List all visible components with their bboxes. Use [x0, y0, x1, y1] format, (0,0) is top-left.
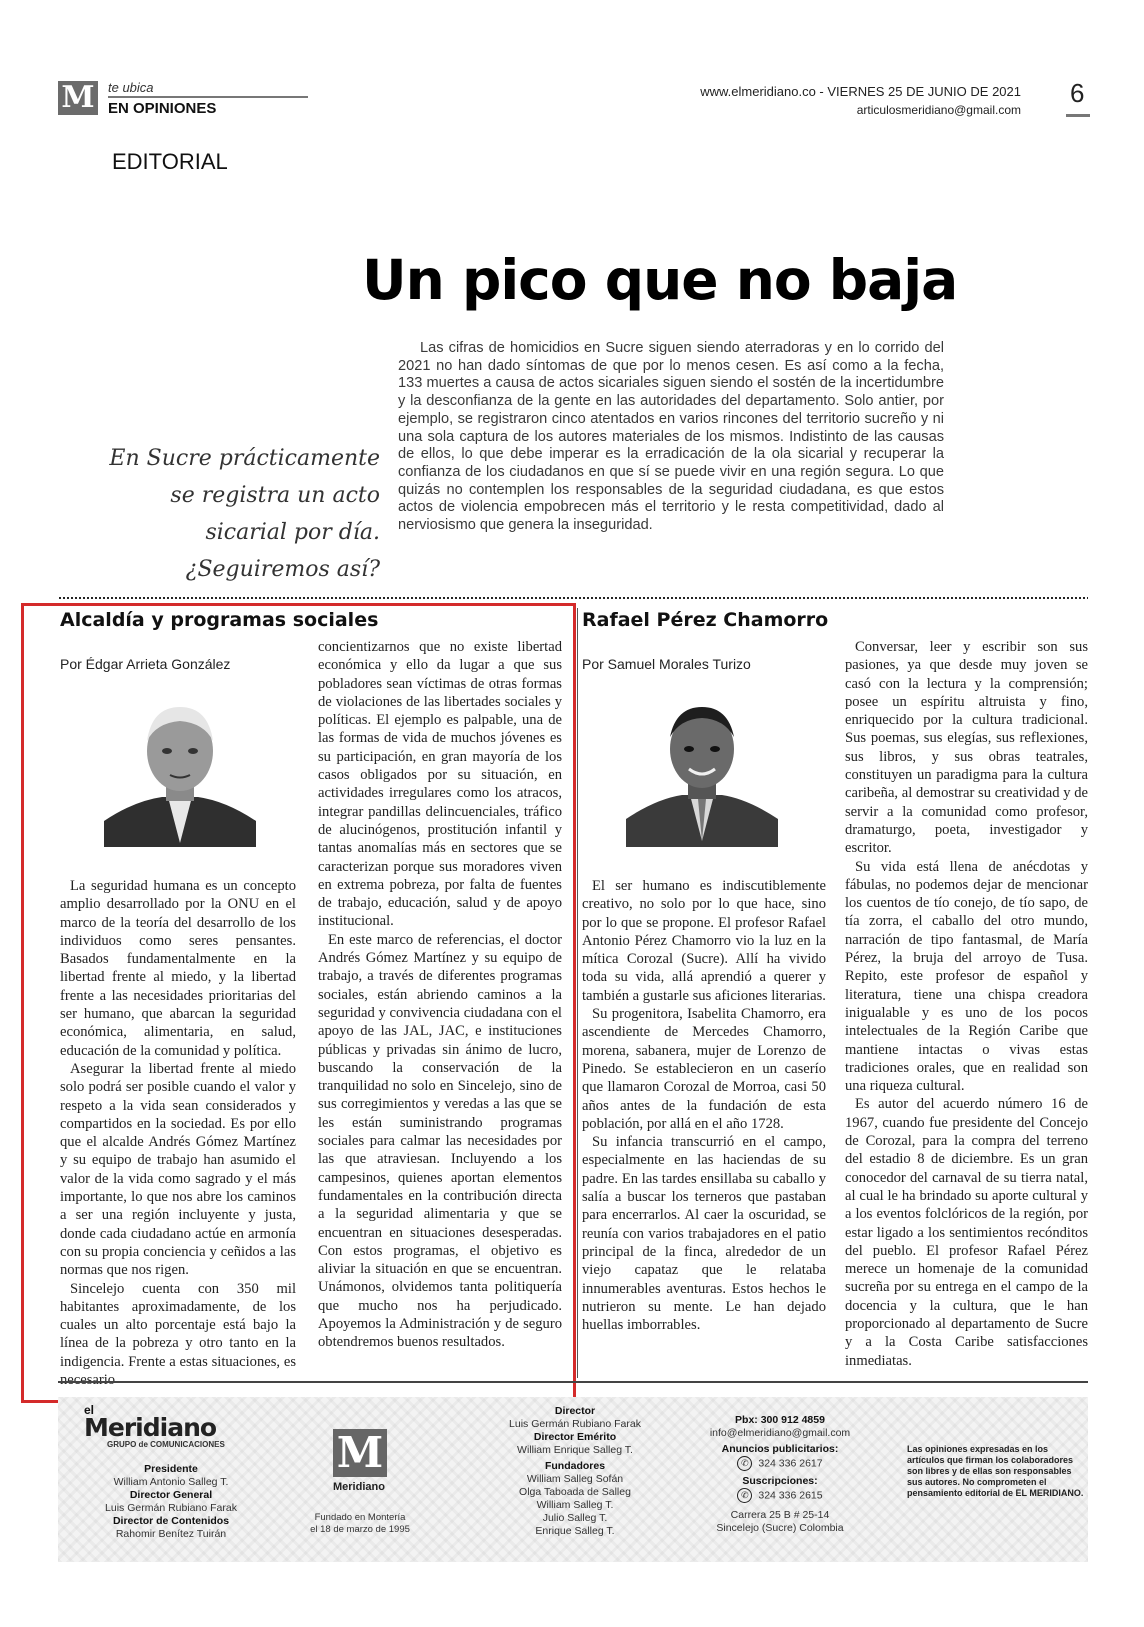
author-photo-arrieta [104, 693, 256, 847]
article1-title: Alcaldía y programas sociales [60, 609, 379, 631]
pullquote-line: ¿Seguiremos así? [185, 557, 380, 582]
address: Carrera 25 B # 25-14 [730, 1509, 830, 1521]
founder-name: Olga Taboada de Salleg [519, 1486, 631, 1498]
paragraph: En este marco de referencias, el doctor Andrés Gómez Martínez y su equipo de trabajo, a través de diferentes programas sociales, están abriendo caminos a la seguridad y convivencia ciudadana con el apoyo de las JAL, JAC, e instituciones públicas y privadas sin ánimo de lucro, buscando la conservación de la tranquilidad no solo en Sincelejo, sino de sus corregimientos y veredas a las que se les están suministrando programas sociales para calmar las necesidades por las que atraviesan. Incluyendo a los campesinos, quienes aportan elementos fundamentales en la contribución directa a la seguridad alimentaria y que se encuentran en situaciones desesperadas. Con estos programas, el objetivo es aliviar la situación en que se encuentran. Unámonos, olvidemos tanta politiquería que mucho nos ha perjudicado. Apoyemos la Administración y de seguro obtendremos buenos resultados. [318, 931, 562, 1351]
author-photo-morales [626, 693, 778, 847]
contact-label: Anuncios publicitarios: [721, 1443, 839, 1455]
paragraph: Asegurar la libertad frente al miedo solo podrá ser posible cuando el valor y respeto a la vida sean considerados y compartidos en la sociedad. Es por ello que el alcalde Andrés Gómez Martínez y su equipo de trabajo han asumido el valor de la vida como sagrado y el más importante, lo que nos abre los caminos a ser una región incluyente y justa, donde cada ciudadano actúe en armonía con su propia conciencia y ceñidos a las normas que nos rigen. [60, 1060, 296, 1279]
staff-name: Luis Germán Rubiano Farak [509, 1418, 641, 1430]
staff-name: Luis Germán Rubiano Farak [105, 1502, 237, 1514]
article2-byline: Por Samuel Morales Turizo [582, 656, 751, 672]
staff-block-center [490, 1405, 660, 1538]
contact-block [690, 1414, 870, 1535]
page-number-rule [1066, 114, 1090, 117]
staff-label: Director Emérito [533, 1431, 617, 1443]
brand-logo: Meridiano [84, 1413, 217, 1442]
site-date: www.elmeridiano.co - VIERNES 25 DE JUNIO DE 2021 [700, 84, 1021, 99]
editorial-headline: Un pico que no baja [362, 248, 958, 312]
staff-name: William Enrique Salleg T. [517, 1444, 633, 1456]
paragraph: Sincelejo cuenta con 350 mil habitantes aproximadamente, de los cuales un alto porcentaje está bajo la línea de la pobreza y otro tanto en la indigencia. Frente a estas situaciones, es [60, 1280, 296, 1370]
pbx-phone: Pbx: 300 912 4859 [735, 1414, 825, 1426]
contact-email: info@elmeridiano@gmail.com [709, 1427, 851, 1439]
staff-label: Director de Contenidos [112, 1515, 230, 1527]
paragraph: Su infancia transcurrió en el campo, especialmente en las haciendas de su padre. En las tardes ensillaba su caballo y salía a buscar los terneros que pastaban para encerrarlos. Al caer la oscuridad, se reunía con varios trabajadores en el patio principal de la finca, alrededor de un viejo capataz que le relataba innumerables aventuras. Estos hechos le nutrieron su mente. Le han dejado huellas imborrables. [582, 1134, 826, 1334]
header-info [700, 84, 1021, 117]
city: Sincelejo (Sucre) Colombia [716, 1522, 844, 1534]
column-divider [577, 608, 578, 1378]
pullquote-line: sicarial por día. [205, 520, 380, 545]
dotted-divider [58, 596, 1088, 600]
whatsapp-icon: ✆ [737, 1456, 752, 1471]
brand-prefix: el [84, 1403, 95, 1417]
disclaimer: Las opiniones expresadas en los artículos que firman los colaboradores son libres y de ellas son responsables sus autores. No comprometen el pensamiento editorial de EL MERIDIANO. [907, 1444, 1084, 1498]
article2-title: Rafael Pérez Chamorro [582, 609, 829, 631]
portrait-image [626, 693, 778, 847]
founded-place: Fundado en Montería [314, 1512, 406, 1523]
staff-block-left [76, 1463, 266, 1541]
section-name: EN OPINIONES [108, 100, 217, 117]
staff-name: Rahomir Benítez Tuirán [115, 1528, 227, 1540]
paragraph: Su progenitora, Isabelita Chamorro, era ascendiente de Mercedes Chamorro, morena, sabanera, mujer de Lorenzo de Pinedo. Se establecieron en un caserío que llamaron Corozal de Morroa, casi 50 años antes de la fundación de esta población, por allá en el año 1728. [582, 1006, 826, 1132]
tagline-rule [108, 96, 308, 98]
page-number: 6 [1070, 78, 1085, 108]
meridiano-logo-icon: M [333, 1429, 387, 1477]
founder-name: William Salleg T. [536, 1499, 614, 1511]
portrait-image [104, 693, 256, 847]
pullquote-line: En Sucre prácticamente [109, 446, 380, 471]
staff-name: William Antonio Salleg T. [113, 1476, 229, 1488]
ads-phone: 324 336 2617 [758, 1457, 823, 1470]
contact-label: Suscripciones: [742, 1475, 818, 1487]
founder-name: Enrique Salleg T. [535, 1525, 615, 1537]
founded-info [300, 1512, 420, 1536]
meridiano-logo-name: Meridiano [333, 1481, 385, 1493]
staff-label: Presidente [144, 1463, 198, 1475]
founded-date: el 18 de marzo de 1995 [310, 1524, 410, 1535]
paragraph: Es autor del acuerdo número 16 de 1967, cuando fue presidente del Concejo de Corozal, para la compra del terreno del estadio 8 de diciembre. Es un gran conocedor del carnaval de su tierra natal, al cual le ha brindado su aporte cultural y a los eventos folclóricos de la región, por estar ligado a los sentimientos recónditos del pueblo. El profesor Rafael Pérez merece un homenaje de la comunidad sucreña por su entrega en el campo de la docencia y la cultura, que le han proporcionado al departamento de Sucre y a la Costa Caribe satisfacciones inmediatas. [845, 1096, 1088, 1369]
paragraph: concientizarnos que no existe libertad económica y ello da lugar a que sus pobladores sean víctimas de otras formas de violaciones de las libertades sociales y políticas. El ejemplo es palpable, una de las formas de vida de muchos jóvenes es su participación, en gran mayoría de los casos obligados por su situación, en actividades irregulares como los atracos, integrar pandillas delincuenciales, tráfico de alucinógenos, prostitución infantil y tantas anomalías más en sectores que se caracterizan porque sus moradores viven en extrema pobreza, por falta de fuentes de trabajo, educación, salud y de apoyo institucional. [318, 639, 562, 930]
header-email: articulosmeridiano@gmail.com [856, 103, 1021, 117]
editorial-lead: Las cifras de homicidios en Sucre siguen siendo aterradoras y en lo corrido del 2021 no han dado síntomas de que por lo menos cesen. Es así como a la fecha, 133 muertes a causa de actos sicariales siguen siendo el sostén de la incertidumbre y la desconfianza de la gente en las autoridades del departamento. Solo antier, por ejemplo, se registraron cinco atentados en varios rincones del territorio sucreño y ni una sola captura de los autores materiales de los mismos. Indistinto de las causas de ellos, lo que debe imperar es la erradicación de la ola sicarial y recuperar la confianza de los ciudadanos en que sí se puede vivir en una región segura. Lo que quizás no contemplen los responsables de la seguridad ciudadana, es que estos actos de violencia empobrecen más el territorio y le resta competitividad, dado al nerviosismo que genera la inseguridad. [398, 340, 944, 534]
founder-name: William Salleg Sofán [526, 1473, 624, 1485]
article2-column1 [582, 877, 826, 1334]
founder-name: Julio Salleg T. [542, 1512, 608, 1524]
paragraph: Su vida está llena de anécdotas y fábulas, no podemos dejar de mencionar los cuentos de tío conejo, de tío sapo, de tía zorra, el caballo del otro mundo, narración de tipo fantasmal, de María Pérez, la bruja del arroyo de Tusa. Repito, este profesor de español y literatura, tiene una chispa creadora inigualable y es uno de los pocos intelectuales de la Región Caribe que mantiene intactas o vivas estas tradiciones orales, que en realidad son una riqueza cultural. [845, 858, 1088, 1095]
article1-column2 [318, 638, 562, 1352]
article2-column2 [845, 638, 1088, 1370]
brand-subtitle: GRUPO de COMUNICACIONES [107, 1440, 225, 1449]
pullquote [108, 440, 380, 588]
whatsapp-icon: ✆ [737, 1488, 752, 1503]
section-logo-icon: M [58, 81, 98, 115]
bottom-rule [58, 1381, 1088, 1383]
paragraph: La seguridad humana es un concepto amplio desarrollado por la ONU en el marco de la teoría del desarrollo de los individuos como seres pensantes. Basados fundamentalmente en la libertad frente al miedo, y la libertad frente a las necesidades prioritarias del ser humano, que abarcan la seguridad económica, alimentaria, en salud, educación de la comunidad y política. [60, 878, 296, 1059]
editorial-label: EDITORIAL [112, 149, 228, 174]
staff-label: Director General [129, 1489, 213, 1501]
staff-label: Director [554, 1405, 596, 1417]
pullquote-line: se registra un acto [170, 483, 380, 508]
article1-byline: Por Édgar Arrieta González [60, 656, 231, 672]
subscriptions-phone: 324 336 2615 [758, 1489, 823, 1502]
staff-label: Fundadores [544, 1460, 606, 1472]
paragraph: Conversar, leer y escribir son sus pasiones, ya que desde muy joven se casó con la lectura y la comprensión; posee un espíritu altruista y fino, enriquecido por la cultura tradicional. Sus poemas, sus elegías, sus reflexiones, sus libros, y sus obras teatrales, constituyen un paradigma para la cultura caribeña, al demostrar su creatividad y de servir a la comunidad como profesor, dramaturgo, poeta, investigador y escritor. [845, 639, 1088, 857]
paragraph: El ser humano es indiscutiblemente creativo, no solo por lo que hace, sino por lo que se propone. El profesor Rafael Antonio Pérez Chamorro vio la luz en la mítica Corozal (Sucre). Allí ha vivido toda su vida, allá aprendió a querer y también a gustarle sus aficiones literarias. [582, 878, 826, 1004]
article1-column1 [60, 877, 296, 1389]
tagline: te ubica [108, 80, 154, 95]
